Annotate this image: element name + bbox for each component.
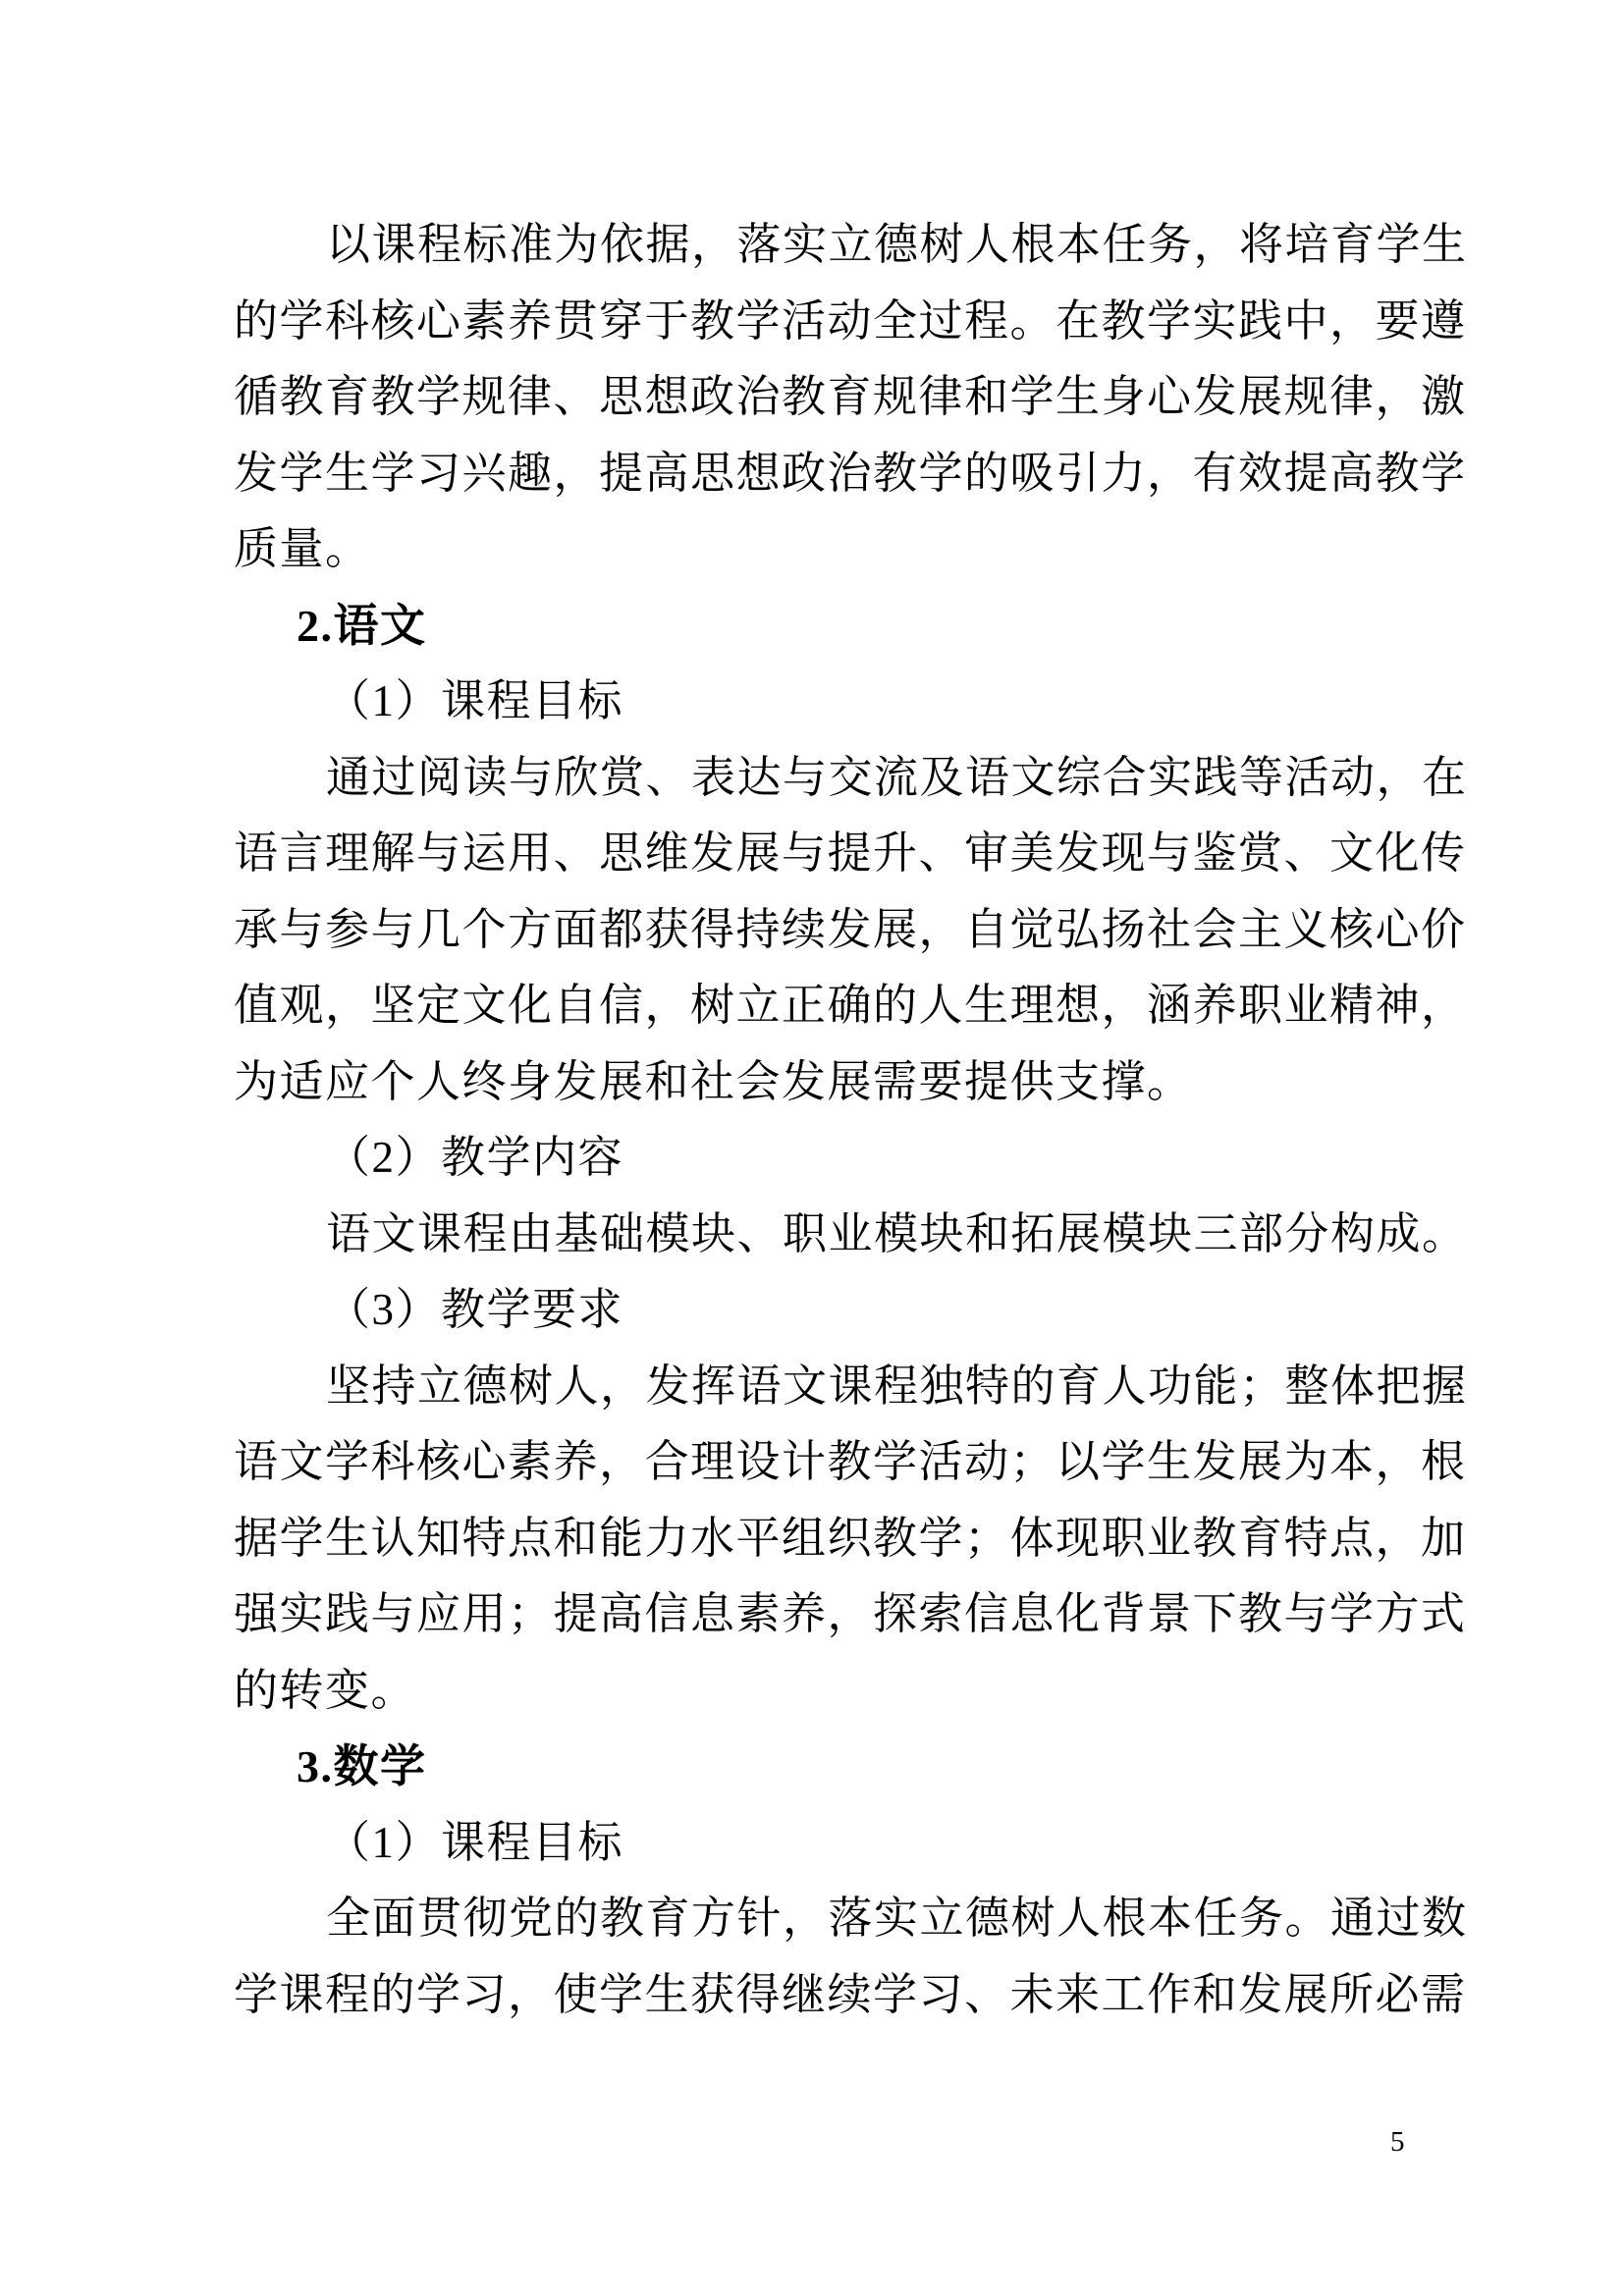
text-line: 为适应个人终身发展和社会发展需要提供支撑。 [234,1056,1193,1106]
subsection-heading: （1）课程目标 [326,676,624,725]
text-line: 以课程标准为依据，落实立德树人根本任务，将培育学生 [326,220,1468,269]
text-line: 全面贯彻党的教育方针，落实立德树人根本任务。通过数 [326,1894,1468,1943]
text-line: 的转变。 [234,1665,417,1715]
text-line: 强实践与应用；提高信息素养，探索信息化背景下教与学方式 [234,1589,1467,1638]
page-number: 5 [1390,2126,1405,2158]
text-line: 发学生学习兴趣，提高思想政治教学的吸引力，有效提高教学 [234,448,1467,498]
text-line: 值观，坚定文化自信，树立正确的人生理想，涵养职业精神， [234,981,1467,1030]
section-heading: 3.数学 [297,1741,427,1791]
document-body [234,207,1487,2033]
text-line: 语文课程由基础模块、职业模块和拓展模块三部分构成。 [326,1208,1468,1258]
subsection-heading: （2）教学内容 [326,1133,624,1182]
text-line: 承与参与几个方面都获得持续发展，自觉弘扬社会主义核心价 [234,904,1467,954]
subsection-heading: （3）教学要求 [326,1285,624,1334]
section-heading: 2.语文 [297,600,427,651]
text-line: 语言理解与运用、思维发展与提升、审美发现与鉴赏、文化传 [234,828,1467,878]
text-line: 循教育教学规律、思想政治教育规律和学生身心发展规律，激 [234,372,1467,421]
text-line: 语文学科核心素养，合理设计教学活动；以学生发展为本，根 [234,1437,1467,1486]
text-line: 学课程的学习，使学生获得继续学习、未来工作和发展所必需 [234,1969,1467,2019]
text-line: 据学生认知特点和能力水平组织教学；体现职业教育特点，加 [234,1513,1467,1563]
text-line: 通过阅读与欣赏、表达与交流及语文综合实践等活动，在 [326,752,1468,802]
text-line: 坚持立德树人，发挥语文课程独特的育人功能；整体把握 [326,1361,1468,1411]
subsection-heading: （1）课程目标 [326,1817,624,1867]
text-line: 的学科核心素养贯穿于教学活动全过程。在教学实践中，要遵 [234,295,1467,346]
text-line: 质量。 [234,524,371,573]
